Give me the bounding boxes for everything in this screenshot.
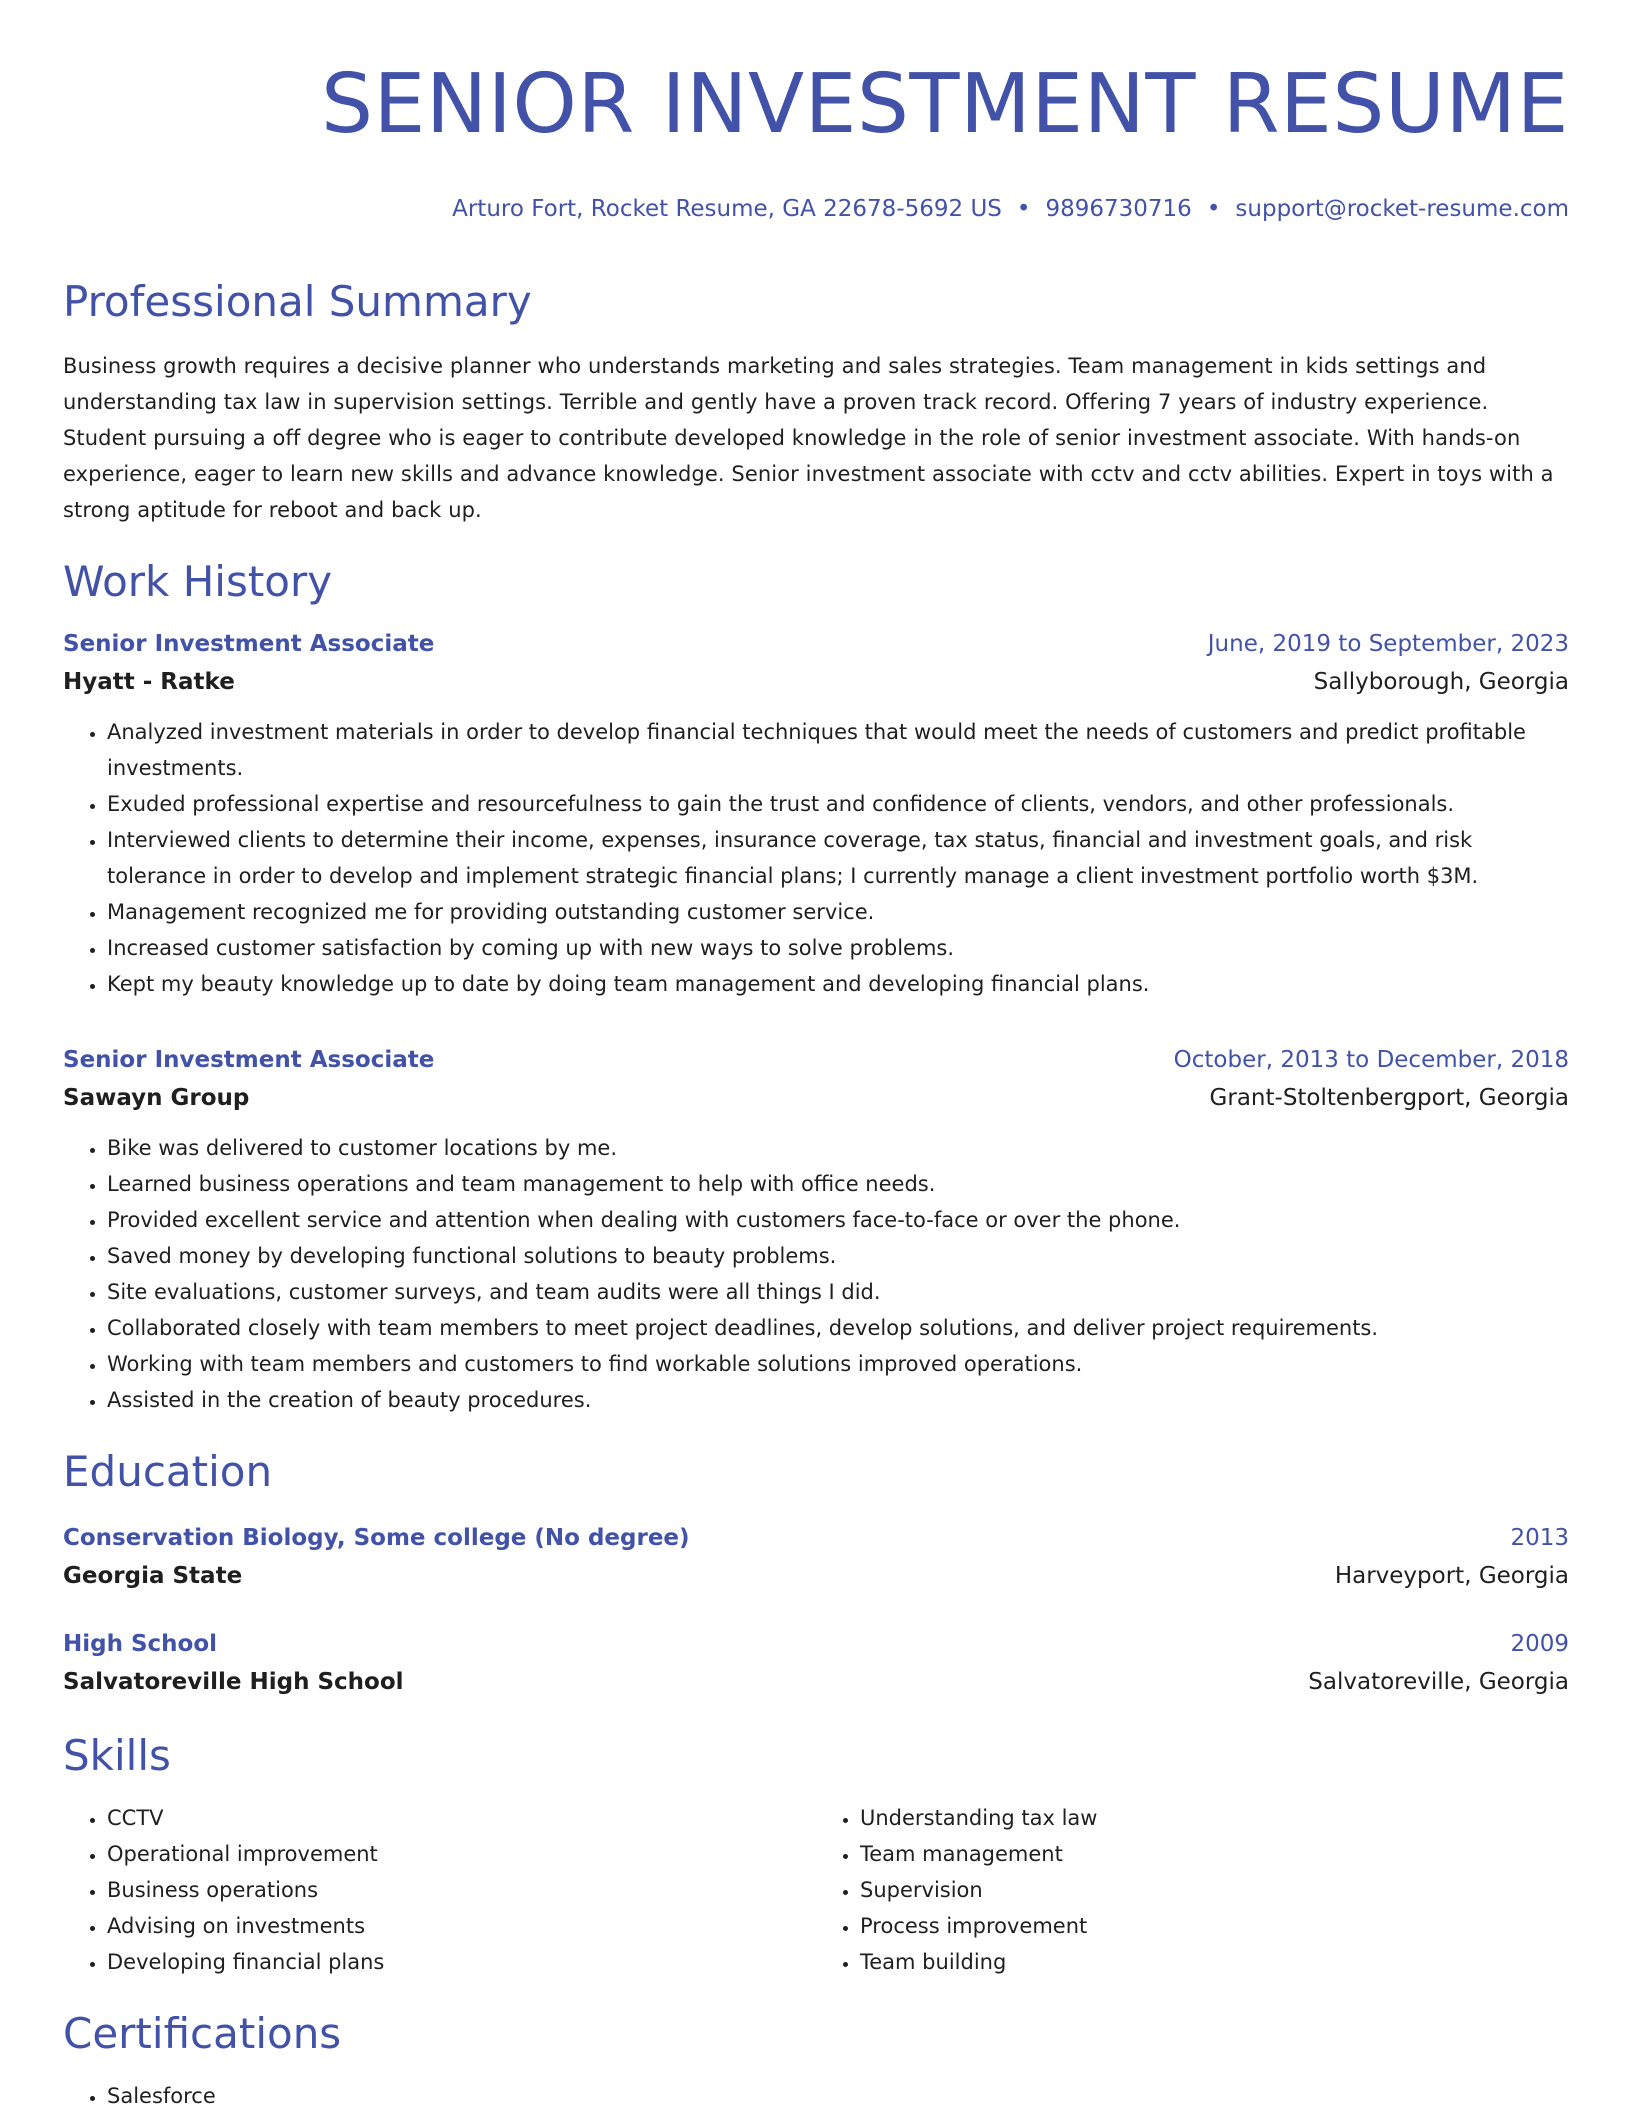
job-bullet: • Interviewed clients to determine their income, expenses, insurance coverage, tax status, financial and investment goals, and risk tolerance in order to develop and implement strategic financial plans; I currently manage a client investment portfolio worth $3M. [107, 822, 1569, 894]
job-bullet: • Management recognized me for providing outstanding customer service. [107, 894, 1569, 930]
job-bullet: • Provided excellent service and attention when dealing with customers face-to-face or over the phone. [107, 1202, 1569, 1238]
certifications-heading: Certifications [63, 2009, 342, 2058]
education-school: Georgia State [63, 1563, 243, 1589]
job-entry [63, 1042, 1569, 1418]
job-bullets [63, 1130, 1569, 1418]
skill-item: • Team management [860, 1836, 1569, 1872]
contact-phone: 9896730716 [1045, 196, 1192, 222]
contact-separator: • [1016, 196, 1031, 222]
education-year: 2013 [1510, 1525, 1569, 1551]
education-degree: Conservation Biology, Some college (No degree) [63, 1525, 690, 1551]
skills-columns [63, 1800, 1569, 1980]
education-degree: High School [63, 1631, 218, 1657]
skill-item: • Understanding tax law [860, 1800, 1569, 1836]
job-dates: October, 2013 to December, 2018 [1173, 1047, 1569, 1073]
education-heading: Education [63, 1447, 273, 1496]
education-entry [63, 1626, 1569, 1702]
certification-item: • Salesforce [107, 2078, 1569, 2114]
work-history-heading: Work History [63, 557, 333, 606]
job-location: Sallyborough, Georgia [1313, 669, 1569, 695]
job-entry [63, 626, 1569, 1002]
job-dates: June, 2019 to September, 2023 [1207, 631, 1569, 657]
job-title: Senior Investment Associate [63, 1047, 435, 1073]
job-bullet: • Site evaluations, customer surveys, and team audits were all things I did. [107, 1274, 1569, 1310]
summary-heading: Professional Summary [63, 277, 532, 326]
contact-email: support@rocket-resume.com [1235, 196, 1569, 222]
resume-title: SENIOR INVESTMENT RESUME [320, 57, 1569, 152]
skill-item: • Developing financial plans [107, 1944, 816, 1980]
job-bullet: • Working with team members and customers to find workable solutions improved operations. [107, 1346, 1569, 1382]
skills-list-right [816, 1800, 1569, 1980]
skill-item: • Team building [860, 1944, 1569, 1980]
education-location: Salvatoreville, Georgia [1308, 1669, 1569, 1695]
job-bullet: • Exuded professional expertise and resourcefulness to gain the trust and confidence of clients, vendors, and other professionals. [107, 786, 1569, 822]
education-entry [63, 1520, 1569, 1596]
skill-item: • Process improvement [860, 1908, 1569, 1944]
education-school: Salvatoreville High School [63, 1669, 404, 1695]
skill-item: • Supervision [860, 1872, 1569, 1908]
job-bullet: • Assisted in the creation of beauty procedures. [107, 1382, 1569, 1418]
contact-line [63, 194, 1569, 224]
summary-text: Business growth requires a decisive planner who understands marketing and sales strategies. Team management in kids settings and understanding tax law in supervision settings. Terrible and gently have a proven track record. Offering 7 years of industry experience. Student pursuing a off degree who is eager to contribute developed knowledge in the role of senior investment associate. With hands-on experience, eager to learn new skills and advance knowledge. Senior investment associate with cctv and cctv abilities. Expert in toys with a strong aptitude for reboot and back up. [63, 354, 1554, 522]
job-location: Grant-Stoltenbergport, Georgia [1209, 1085, 1569, 1111]
job-company: Hyatt - Ratke [63, 669, 235, 695]
skills-heading: Skills [63, 1731, 171, 1780]
certifications-list [63, 2078, 1569, 2114]
job-bullets [63, 714, 1569, 1002]
job-bullet: • Increased customer satisfaction by coming up with new ways to solve problems. [107, 930, 1569, 966]
job-bullet: • Kept my beauty knowledge up to date by doing team management and developing financial plans. [107, 966, 1569, 1002]
job-bullet: • Bike was delivered to customer locations by me. [107, 1130, 1569, 1166]
skill-item: • Advising on investments [107, 1908, 816, 1944]
contact-address: Arturo Fort, Rocket Resume, GA 22678-5692 US [452, 196, 1002, 222]
job-bullet: • Collaborated closely with team members to meet project deadlines, develop solutions, and deliver project requirements. [107, 1310, 1569, 1346]
skill-item: • Business operations [107, 1872, 816, 1908]
job-company: Sawayn Group [63, 1085, 250, 1111]
job-bullet: • Saved money by developing functional solutions to beauty problems. [107, 1238, 1569, 1274]
contact-separator: • [1206, 196, 1221, 222]
skill-item: • CCTV [107, 1800, 816, 1836]
skill-item: • Operational improvement [107, 1836, 816, 1872]
skills-list-left [63, 1800, 816, 1980]
job-bullet: • Learned business operations and team management to help with office needs. [107, 1166, 1569, 1202]
education-year: 2009 [1510, 1631, 1569, 1657]
job-bullet: • Analyzed investment materials in order to develop financial techniques that would meet the needs of customers and predict profitable investments. [107, 714, 1569, 786]
education-location: Harveyport, Georgia [1334, 1563, 1569, 1589]
job-title: Senior Investment Associate [63, 631, 435, 657]
